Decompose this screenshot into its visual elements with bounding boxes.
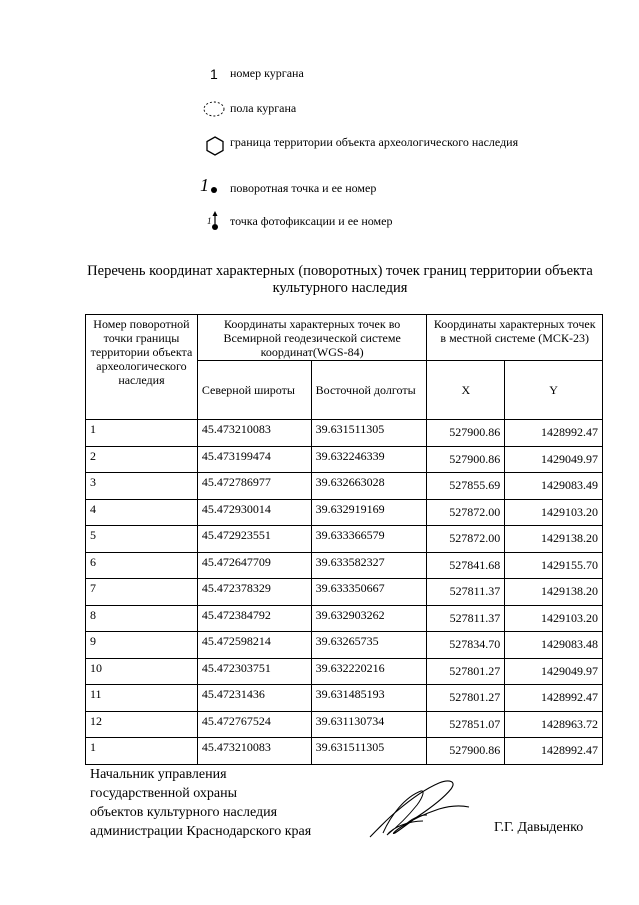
latitude-cell: 45.473210083 xyxy=(197,738,311,765)
y-coordinate-cell: 1429083.49 xyxy=(505,473,603,500)
x-coordinate-cell: 527855.69 xyxy=(427,473,505,500)
table-row xyxy=(86,711,603,738)
latitude-cell: 45.472923551 xyxy=(197,526,311,553)
legend-item-barrow-number xyxy=(200,66,530,90)
x-coordinate-cell: 527834.70 xyxy=(427,632,505,659)
hexagon-icon xyxy=(200,135,230,159)
y-coordinate-cell: 1429083.48 xyxy=(505,632,603,659)
document-title: Перечень координат характерных (поворотных) точек границ территории объекта культурного наследия xyxy=(87,263,593,296)
x-coordinate-cell: 527900.86 xyxy=(427,738,505,765)
x-coordinate-cell: 527872.00 xyxy=(427,499,505,526)
point-number-cell: 9 xyxy=(86,632,198,659)
photo-point-icon xyxy=(200,214,230,238)
longitude-cell: 39.633350667 xyxy=(311,579,427,606)
legend-item-boundary xyxy=(200,135,530,159)
table-row xyxy=(86,579,603,606)
table-row xyxy=(86,446,603,473)
barrow-number-symbol xyxy=(200,66,230,90)
photo-point-number-glyph: 1 xyxy=(207,216,212,226)
x-coordinate-cell: 527811.37 xyxy=(427,579,505,606)
table-row xyxy=(86,552,603,579)
legend-item-turn-point xyxy=(200,175,530,205)
point-number-cell: 1 xyxy=(86,738,198,765)
x-coordinate-cell: 527851.07 xyxy=(427,711,505,738)
header-point-number: Номер поворотной точки границы территории объекта археологического наследия xyxy=(86,315,198,420)
y-coordinate-cell: 1428963.72 xyxy=(505,711,603,738)
legend-text-barrow-skirt: пола кургана xyxy=(230,101,297,115)
legend-text-photo-point: точка фотофиксации и ее номер xyxy=(230,214,393,228)
latitude-cell: 45.472598214 xyxy=(197,632,311,659)
legend-text-turn-point: поворотная точка и ее номер xyxy=(230,181,377,195)
signatory-name: Г.Г. Давыденко xyxy=(494,820,584,835)
latitude-cell: 45.472303751 xyxy=(197,658,311,685)
barrow-number-glyph: 1 xyxy=(210,66,218,82)
table-row xyxy=(86,605,603,632)
turn-point-number-glyph: 1 xyxy=(200,175,209,195)
y-coordinate-cell: 1429103.20 xyxy=(505,605,603,632)
longitude-cell: 39.631511305 xyxy=(311,738,427,765)
latitude-cell: 45.472647709 xyxy=(197,552,311,579)
point-number-cell: 1 xyxy=(86,420,198,447)
table-row xyxy=(86,473,603,500)
table-row xyxy=(86,420,603,447)
point-number-cell: 5 xyxy=(86,526,198,553)
turn-point-icon xyxy=(200,175,230,205)
longitude-cell: 39.633582327 xyxy=(311,552,427,579)
longitude-cell: 39.63265735 xyxy=(311,632,427,659)
longitude-cell: 39.632903262 xyxy=(311,605,427,632)
y-coordinate-cell: 1428992.47 xyxy=(505,420,603,447)
latitude-cell: 45.472378329 xyxy=(197,579,311,606)
table-row xyxy=(86,526,603,553)
longitude-cell: 39.631130734 xyxy=(311,711,427,738)
y-coordinate-cell: 1429103.20 xyxy=(505,499,603,526)
y-coordinate-cell: 1429138.20 xyxy=(505,579,603,606)
legend-text-barrow-number: номер кургана xyxy=(230,66,304,80)
point-number-cell: 2 xyxy=(86,446,198,473)
table-row xyxy=(86,632,603,659)
point-number-cell: 3 xyxy=(86,473,198,500)
signatory-position-line: государственной охраны xyxy=(90,786,238,801)
x-coordinate-cell: 527811.37 xyxy=(427,605,505,632)
longitude-cell: 39.632919169 xyxy=(311,499,427,526)
point-number-cell: 6 xyxy=(86,552,198,579)
x-coordinate-cell: 527900.86 xyxy=(427,446,505,473)
y-coordinate-cell: 1429138.20 xyxy=(505,526,603,553)
y-coordinate-cell: 1429155.70 xyxy=(505,552,603,579)
x-coordinate-cell: 527801.27 xyxy=(427,658,505,685)
longitude-cell: 39.631511305 xyxy=(311,420,427,447)
table-row xyxy=(86,738,603,765)
header-wgs84-group: Координаты характерных точек во Всемирной геодезической системе координат(WGS-84) xyxy=(197,315,426,361)
x-coordinate-cell: 527841.68 xyxy=(427,552,505,579)
point-number-cell: 11 xyxy=(86,685,198,712)
longitude-cell: 39.633366579 xyxy=(311,526,427,553)
x-coordinate-cell: 527900.86 xyxy=(427,420,505,447)
y-coordinate-cell: 1428992.47 xyxy=(505,685,603,712)
header-latitude: Северной широты xyxy=(197,361,311,420)
latitude-cell: 45.472767524 xyxy=(197,711,311,738)
header-y: Y xyxy=(505,361,603,420)
handwritten-signature xyxy=(365,775,475,850)
signatory-position-line: объектов культурного наследия xyxy=(90,805,278,820)
table-row xyxy=(86,499,603,526)
legend-item-photo-point xyxy=(200,214,530,238)
y-coordinate-cell: 1429049.97 xyxy=(505,658,603,685)
header-msk23-group: Координаты характерных точек в местной системе (МСК-23) xyxy=(427,315,603,361)
x-coordinate-cell: 527801.27 xyxy=(427,685,505,712)
latitude-cell: 45.47231436 xyxy=(197,685,311,712)
header-longitude: Восточной долготы xyxy=(311,361,427,420)
x-coordinate-cell: 527872.00 xyxy=(427,526,505,553)
coordinates-table xyxy=(85,314,603,765)
legend-item-barrow-skirt xyxy=(200,101,530,125)
y-coordinate-cell: 1429049.97 xyxy=(505,446,603,473)
latitude-cell: 45.472786977 xyxy=(197,473,311,500)
point-number-cell: 12 xyxy=(86,711,198,738)
latitude-cell: 45.472384792 xyxy=(197,605,311,632)
table-row xyxy=(86,685,603,712)
longitude-cell: 39.632220216 xyxy=(311,658,427,685)
latitude-cell: 45.473199474 xyxy=(197,446,311,473)
latitude-cell: 45.473210083 xyxy=(197,420,311,447)
dashed-ellipse-icon xyxy=(200,101,230,125)
point-number-cell: 8 xyxy=(86,605,198,632)
coordinates-table-body xyxy=(86,420,603,765)
point-number-cell: 10 xyxy=(86,658,198,685)
signatory-position xyxy=(90,765,311,841)
table-row xyxy=(86,658,603,685)
point-number-cell: 7 xyxy=(86,579,198,606)
header-x: X xyxy=(427,361,505,420)
point-number-cell: 4 xyxy=(86,499,198,526)
signatory-position-line: Начальник управления xyxy=(90,767,227,782)
y-coordinate-cell: 1428992.47 xyxy=(505,738,603,765)
legend-text-boundary: граница территории объекта археологического наследия xyxy=(230,135,519,149)
longitude-cell: 39.631485193 xyxy=(311,685,427,712)
longitude-cell: 39.632663028 xyxy=(311,473,427,500)
longitude-cell: 39.632246339 xyxy=(311,446,427,473)
latitude-cell: 45.472930014 xyxy=(197,499,311,526)
signatory-position-line: администрации Краснодарского края xyxy=(90,824,312,839)
